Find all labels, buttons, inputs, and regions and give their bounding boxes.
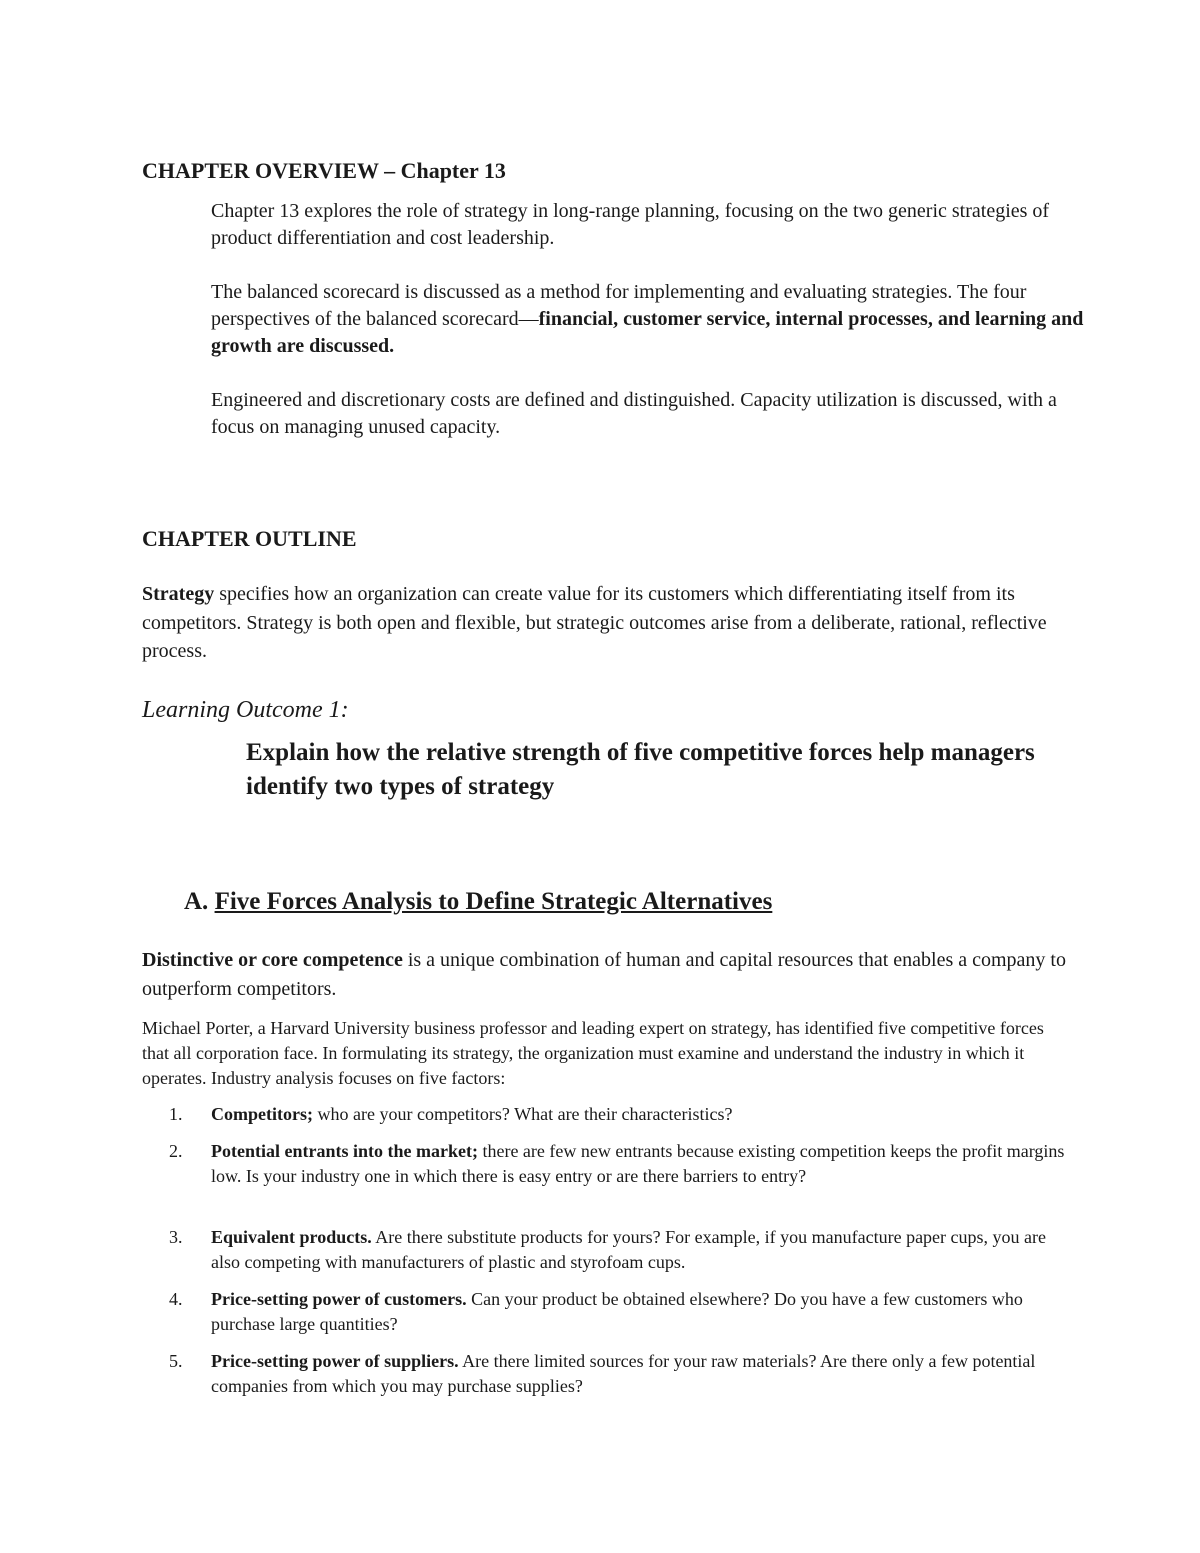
learning-outcome-text: Explain how the relative strength of five competitive forces help managers identify two types of strategy	[246, 739, 1035, 800]
overview-paragraph-2-text: The balanced scorecard is discussed as a method for implementing and evaluating strategies. The four perspectives of the balanced scorecard—	[211, 281, 1027, 330]
list-item-term: Equivalent products.	[211, 1227, 372, 1247]
list-item-body	[211, 1349, 1071, 1399]
list-item-body	[211, 1225, 1071, 1275]
list-item-number: 3.	[169, 1227, 183, 1247]
list-item-text: Are there limited sources for your raw materials? Are there only a few potential companies from which you may purchase supplies?	[211, 1351, 1036, 1396]
list-item-body	[211, 1102, 1071, 1127]
list-item-body	[211, 1287, 1071, 1337]
list-item-text: there are few new entrants because existing competition keeps the profit margins low. Is your industry one in which there is easy entry or are there barriers to entry?	[211, 1141, 1065, 1186]
section-a-heading	[184, 885, 772, 919]
list-item-text: Are there substitute products for yours? For example, if you manufacture paper cups, you are also competing with manufacturers of plastic and styrofoam cups.	[211, 1227, 1047, 1272]
core-competence-term: Distinctive or core competence	[142, 949, 403, 971]
list-item-number: 2.	[169, 1141, 183, 1161]
porter-paragraph: Michael Porter, a Harvard University business professor and leading expert on strategy, has identified five competitive forces that all corporation face. In formulating its strategy, the organization must examine and understand the industry in which it operates. Industry analysis focuses on five factors:	[142, 1018, 1044, 1088]
list-item-body	[211, 1139, 1071, 1189]
list-item-text: Can your product be obtained elsewhere? Do you have a few customers who purchase large quantities?	[211, 1289, 1023, 1334]
list-item-term: Potential entrants into the market;	[211, 1141, 478, 1161]
overview-paragraph-2	[211, 279, 1091, 360]
list-item-number: 5.	[169, 1351, 183, 1371]
overview-paragraph-2-bold: financial, customer service, internal processes, and learning and growth are discussed.	[211, 308, 1084, 357]
overview-paragraph-1: Chapter 13 explores the role of strategy in long-range planning, focusing on the two generic strategies of product differentiation and cost leadership.	[211, 200, 1050, 249]
core-competence-paragraph	[142, 946, 1072, 1004]
overview-paragraph-3: Engineered and discretionary costs are defined and distinguished. Capacity utilization is discussed, with a focus on managing unused capacity.	[211, 389, 1057, 438]
strategy-paragraph	[142, 580, 1072, 666]
list-item-term: Competitors;	[211, 1104, 313, 1124]
chapter-outline-heading: CHAPTER OUTLINE	[142, 526, 357, 551]
section-a-letter: A.	[184, 888, 209, 915]
section-a-title: Five Forces Analysis to Define Strategic Alternatives	[214, 888, 773, 915]
core-competence-text: is a unique combination of human and capital resources that enables a company to outperform competitors.	[142, 949, 1066, 1000]
chapter-overview-heading: CHAPTER OVERVIEW – Chapter 13	[142, 158, 506, 183]
list-item-term: Price-setting power of suppliers.	[211, 1351, 459, 1371]
list-item-number: 1.	[169, 1104, 183, 1124]
strategy-text: specifies how an organization can create value for its customers which differentiating itself from its competitors. Strategy is both open and flexible, but strategic outcomes arise from a deliberate, rational, reflective process.	[142, 583, 1047, 662]
learning-outcome-label: Learning Outcome 1:	[142, 697, 349, 723]
list-item-term: Price-setting power of customers.	[211, 1289, 467, 1309]
strategy-term: Strategy	[142, 583, 215, 605]
list-item-number: 4.	[169, 1289, 183, 1309]
list-item-text: who are your competitors? What are their characteristics?	[312, 1104, 733, 1124]
